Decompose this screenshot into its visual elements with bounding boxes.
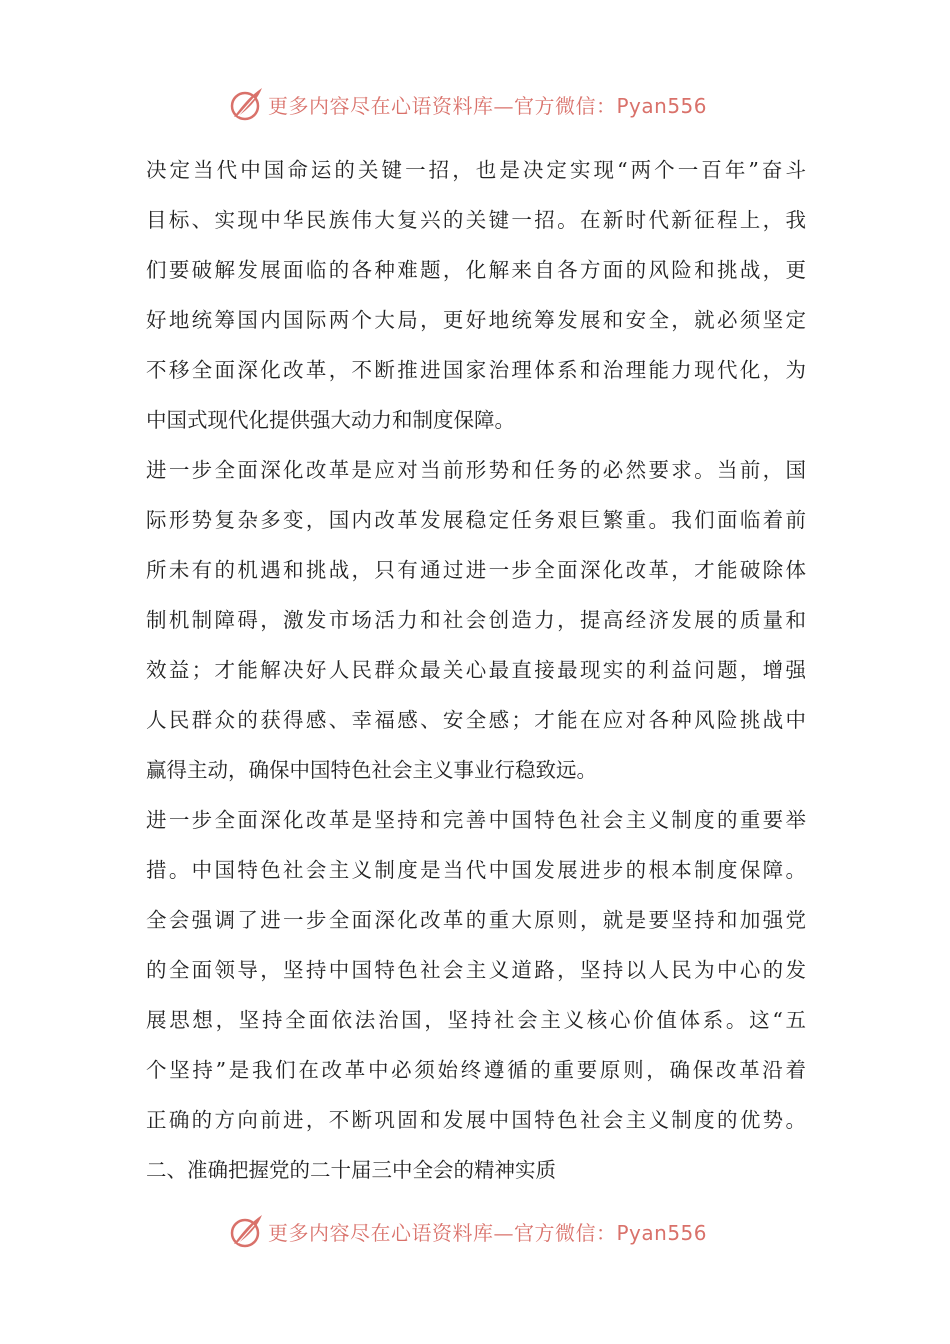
quill-pen-logo-icon <box>228 86 264 122</box>
document-body <box>146 145 806 1195</box>
text-line: 个坚持”是我们在改革中必须始终遵循的重要原则，确保改革沿着 <box>146 1058 806 1082</box>
text-line: 正确的方向前进，不断巩固和发展中国特色社会主义制度的优势。 <box>146 1108 806 1132</box>
text-line: 措。中国特色社会主义制度是当代中国发展进步的根本制度保障。 <box>146 858 806 882</box>
text-line: 制机制障碍，激发市场活力和社会创造力，提高经济发展的质量和 <box>146 608 806 632</box>
text-line: 好地统筹国内国际两个大局，更好地统筹发展和安全，就必须坚定 <box>146 308 806 332</box>
banner-wechat-id: Pyan556 <box>616 93 708 118</box>
banner-brand: 更多内容尽在心语资料库 <box>268 93 494 118</box>
banner-text <box>268 1217 707 1246</box>
section-heading: 二、准确把握党的二十届三中全会的精神实质 <box>146 1158 556 1182</box>
text-line: 目标、实现中华民族伟大复兴的关键一招。在新时代新征程上，我 <box>146 208 806 232</box>
text-line: 效益；才能解决好人民群众最关心最直接最现实的利益问题，增强 <box>146 658 806 682</box>
banner-wechat-label: 官方微信： <box>514 1220 617 1245</box>
banner-wechat-id: Pyan556 <box>616 1220 708 1245</box>
footer-banner <box>228 1211 707 1251</box>
text-line: 中国式现代化提供强大动力和制度保障。 <box>146 408 515 432</box>
banner-dash: — <box>493 93 514 118</box>
banner-text <box>268 90 707 119</box>
text-line: 们要破解发展面临的各种难题，化解来自各方面的风险和挑战，更 <box>146 258 806 282</box>
quill-pen-logo-icon <box>228 1213 264 1249</box>
text-line: 所未有的机遇和挑战，只有通过进一步全面深化改革，才能破除体 <box>146 558 806 582</box>
text-line: 的全面领导，坚持中国特色社会主义道路，坚持以人民为中心的发 <box>146 958 806 982</box>
text-line: 际形势复杂多变，国内改革发展稳定任务艰巨繁重。我们面临着前 <box>146 508 806 532</box>
banner-brand: 更多内容尽在心语资料库 <box>268 1220 494 1245</box>
text-line: 进一步全面深化改革是坚持和完善中国特色社会主义制度的重要举 <box>146 808 806 832</box>
text-line: 进一步全面深化改革是应对当前形势和任务的必然要求。当前，国 <box>146 458 806 482</box>
banner-dash: — <box>493 1220 514 1245</box>
text-line: 不移全面深化改革，不断推进国家治理体系和治理能力现代化，为 <box>146 358 806 382</box>
header-banner <box>228 84 707 124</box>
text-line: 决定当代中国命运的关键一招，也是决定实现“两个一百年”奋斗 <box>146 158 806 182</box>
text-line: 人民群众的获得感、幸福感、安全感；才能在应对各种风险挑战中 <box>146 708 806 732</box>
text-line: 赢得主动，确保中国特色社会主义事业行稳致远。 <box>146 758 597 782</box>
text-line: 展思想，坚持全面依法治国，坚持社会主义核心价值体系。这“五 <box>146 1008 806 1032</box>
banner-wechat-label: 官方微信： <box>514 93 617 118</box>
text-line: 全会强调了进一步全面深化改革的重大原则，就是要坚持和加强党 <box>146 908 806 932</box>
